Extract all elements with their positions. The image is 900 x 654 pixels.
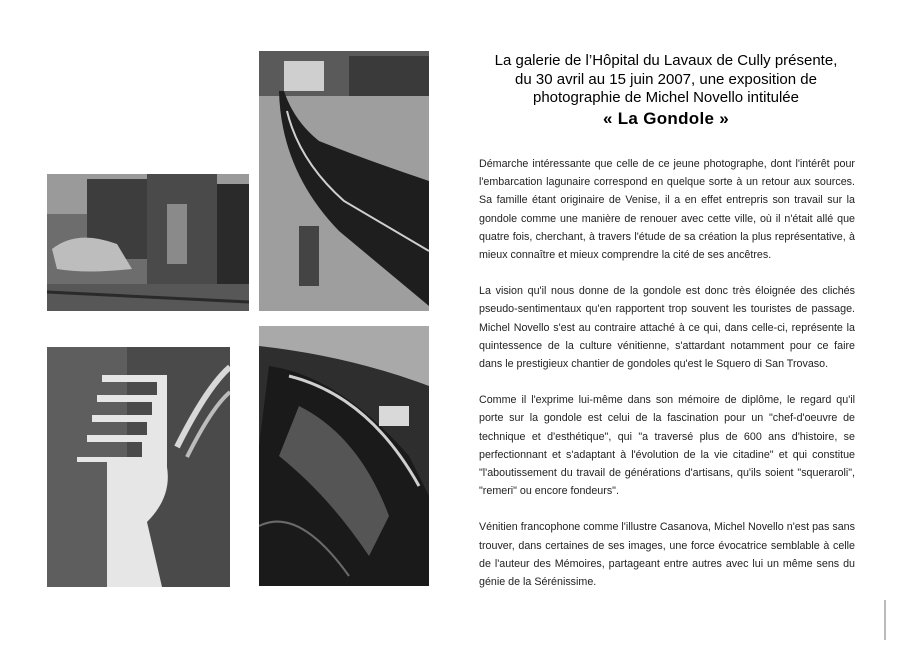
paragraph: Vénitien francophone comme l'illustre Casanova, Michel Novello n'est pas sans trouver, dans certaines de ses images, une force évocatrice semblable à celle de l'auteur des Mémoires, partageant entre autres avec lui un même sens du génie de la Sérénissime. <box>479 521 855 589</box>
exhibition-header <box>470 52 862 128</box>
photo-ferro-ornament <box>47 347 230 587</box>
photo-gondola-detail <box>259 326 429 586</box>
paragraph: Comme il l'exprime lui-même dans son mémoire de diplôme, le regard qu'il porte sur la gondole est celui de la fascination pour un "chef-d'oeuvre de technique et d'esthétique", qui "a traversé plus de 600 ans d'histoire, se perfectionnant et s'adaptant à l'évolution de la vie citadine" et qui constitue "l'aboutissement du travail de générations d'artisans, qu'ils soient "squeraroli", "remeri" ou encore fondeurs". <box>479 394 855 498</box>
paragraph: Démarche intéressante que celle de ce jeune photographe, dont l'intérêt pour l'embarcation lagunaire correspond en quelque sorte à un retour aux sources. Sa famille étant originaire de Venise, il a en effet entrepris son travail sur la gondole comme une manière de renouer avec cette ville, où il n'était allé que quatre fois, cherchant, à travers l'étude de sa création la plus représentative, à mieux connaître et mieux comprendre la cité de ses ancêtres. <box>479 158 855 262</box>
exhibition-description <box>479 155 855 609</box>
scan-edge-mark <box>884 600 886 640</box>
photo-boatyard <box>47 174 249 311</box>
photo-gondola-prow <box>259 51 429 311</box>
exhibition-title: « La Gondole » <box>602 108 730 128</box>
paragraph: La vision qu'il nous donne de la gondole est donc très éloignée des clichés pseudo-sentimentaux qu'en rapportent trop souvent les touristes de passage. Michel Novello s'est au contraire attaché à ce qui, dans celle-ci, représente la quintessence de la culture vénitienne, s'attardant notamment pour ce faire dans le prestigieux chantier de gondoles qu'est le Squero di San Trovaso. <box>479 285 855 371</box>
header-line-1: La galerie de l’Hôpital du Lavaux de Cully présente, <box>494 52 838 69</box>
header-line-3: photographie de Michel Novello intitulée <box>532 89 799 106</box>
header-line-2: du 30 avril au 15 juin 2007, une exposition de <box>515 70 817 88</box>
